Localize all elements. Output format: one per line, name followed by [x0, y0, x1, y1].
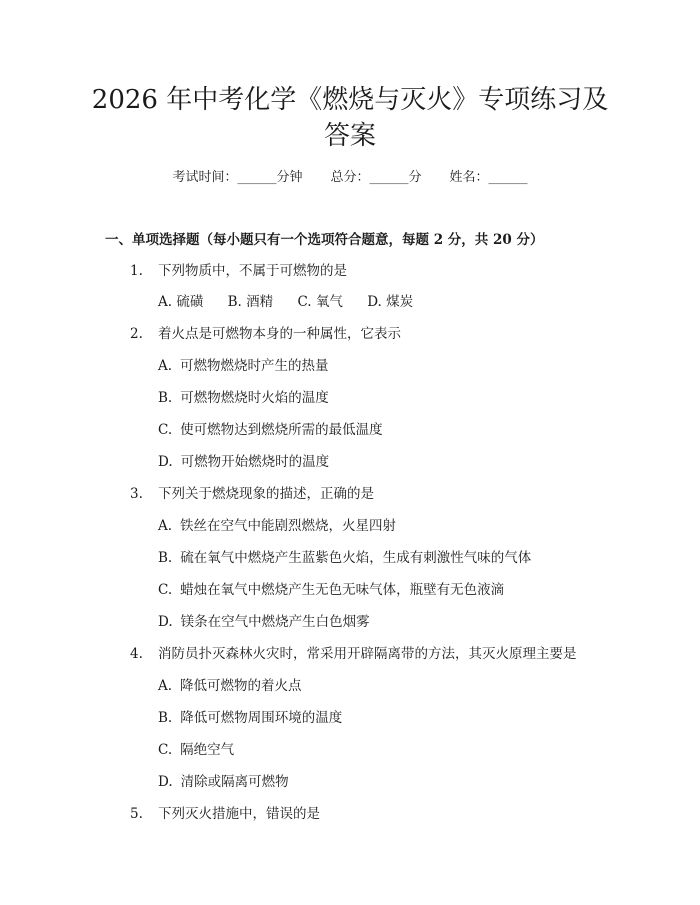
option-a	[158, 676, 302, 696]
option-letter: C.	[158, 742, 173, 758]
option-letter: C.	[158, 582, 173, 598]
option-letter: D.	[158, 454, 173, 470]
question-text: 着火点是可燃物本身的一种属性，它表示	[158, 326, 401, 342]
option-text: 可燃物开始燃烧时的温度	[180, 454, 330, 470]
question-number: 4.	[130, 646, 143, 662]
question-1-options	[158, 292, 433, 312]
option-letter: C.	[158, 422, 173, 438]
option-b	[158, 548, 531, 568]
option-text: 降低可燃物周围环境的温度	[180, 710, 343, 726]
option-b	[158, 388, 329, 408]
option-d	[158, 772, 289, 792]
option-letter: D.	[158, 614, 173, 630]
student-name-field: 姓名：______	[449, 170, 528, 185]
option-d	[158, 452, 329, 472]
option-letter: B.	[158, 550, 173, 566]
option-letter: A.	[158, 518, 173, 534]
option-letter: A.	[158, 678, 173, 694]
option-letter: B.	[158, 390, 173, 406]
option-a	[158, 516, 396, 536]
option-text: 降低可燃物的着火点	[180, 678, 302, 694]
option-text: 可燃物燃烧时火焰的温度	[180, 390, 329, 406]
option-text: 铁丝在空气中能剧烈燃烧，火星四射	[180, 518, 397, 534]
option-text: 可燃物燃烧时产生的热量	[180, 358, 329, 374]
option-b: B. 酒精	[227, 294, 274, 310]
option-c	[158, 740, 234, 760]
option-c	[158, 580, 504, 600]
question-number: 2.	[130, 326, 143, 342]
section-heading: 一、单项选择题（每小题只有一个选项符合题意，每题 2 分，共 20 分）	[105, 232, 544, 248]
question-number: 3.	[130, 486, 143, 502]
question-text: 消防员扑灭森林火灾时，常采用开辟隔离带的方法，其灭火原理主要是	[158, 646, 577, 662]
question-number: 5.	[130, 806, 143, 822]
option-text: 清除或隔离可燃物	[180, 774, 289, 790]
option-c: C. 氧气	[297, 294, 343, 310]
option-letter: A.	[158, 358, 173, 374]
title-line-1: 2026 年中考化学《燃烧与灭火》专项练习及	[91, 85, 609, 115]
title-line-2: 答案	[323, 121, 376, 151]
option-text: 使可燃物达到燃烧所需的最低温度	[180, 422, 383, 438]
option-text: 隔绝空气	[180, 742, 235, 758]
option-text: 硫在氧气中燃烧产生蓝紫色火焰，生成有刺激性气味的气体	[180, 550, 532, 566]
document-title	[60, 82, 640, 154]
question-text: 下列关于燃烧现象的描述，正确的是	[158, 486, 374, 502]
exam-info-row	[0, 168, 700, 188]
question-number: 1.	[130, 263, 143, 279]
total-score-field: 总分：______分	[330, 170, 422, 185]
option-b	[158, 708, 342, 728]
option-a: A. 硫磺	[158, 294, 204, 310]
option-a	[158, 356, 329, 376]
option-c	[158, 420, 383, 440]
option-letter: B.	[158, 710, 173, 726]
option-letter: D.	[158, 774, 173, 790]
question-text: 下列灭火措施中，错误的是	[158, 806, 320, 822]
option-text: 镁条在空气中燃烧产生白色烟雾	[180, 614, 370, 630]
exam-time-field: 考试时间：______分钟	[172, 170, 303, 185]
option-text: 蜡烛在氧气中燃烧产生无色无味气体，瓶壁有无色液滴	[180, 582, 505, 598]
question-text: 下列物质中，不属于可燃物的是	[158, 263, 347, 279]
option-d	[158, 612, 370, 632]
option-d: D. 煤炭	[367, 294, 414, 310]
